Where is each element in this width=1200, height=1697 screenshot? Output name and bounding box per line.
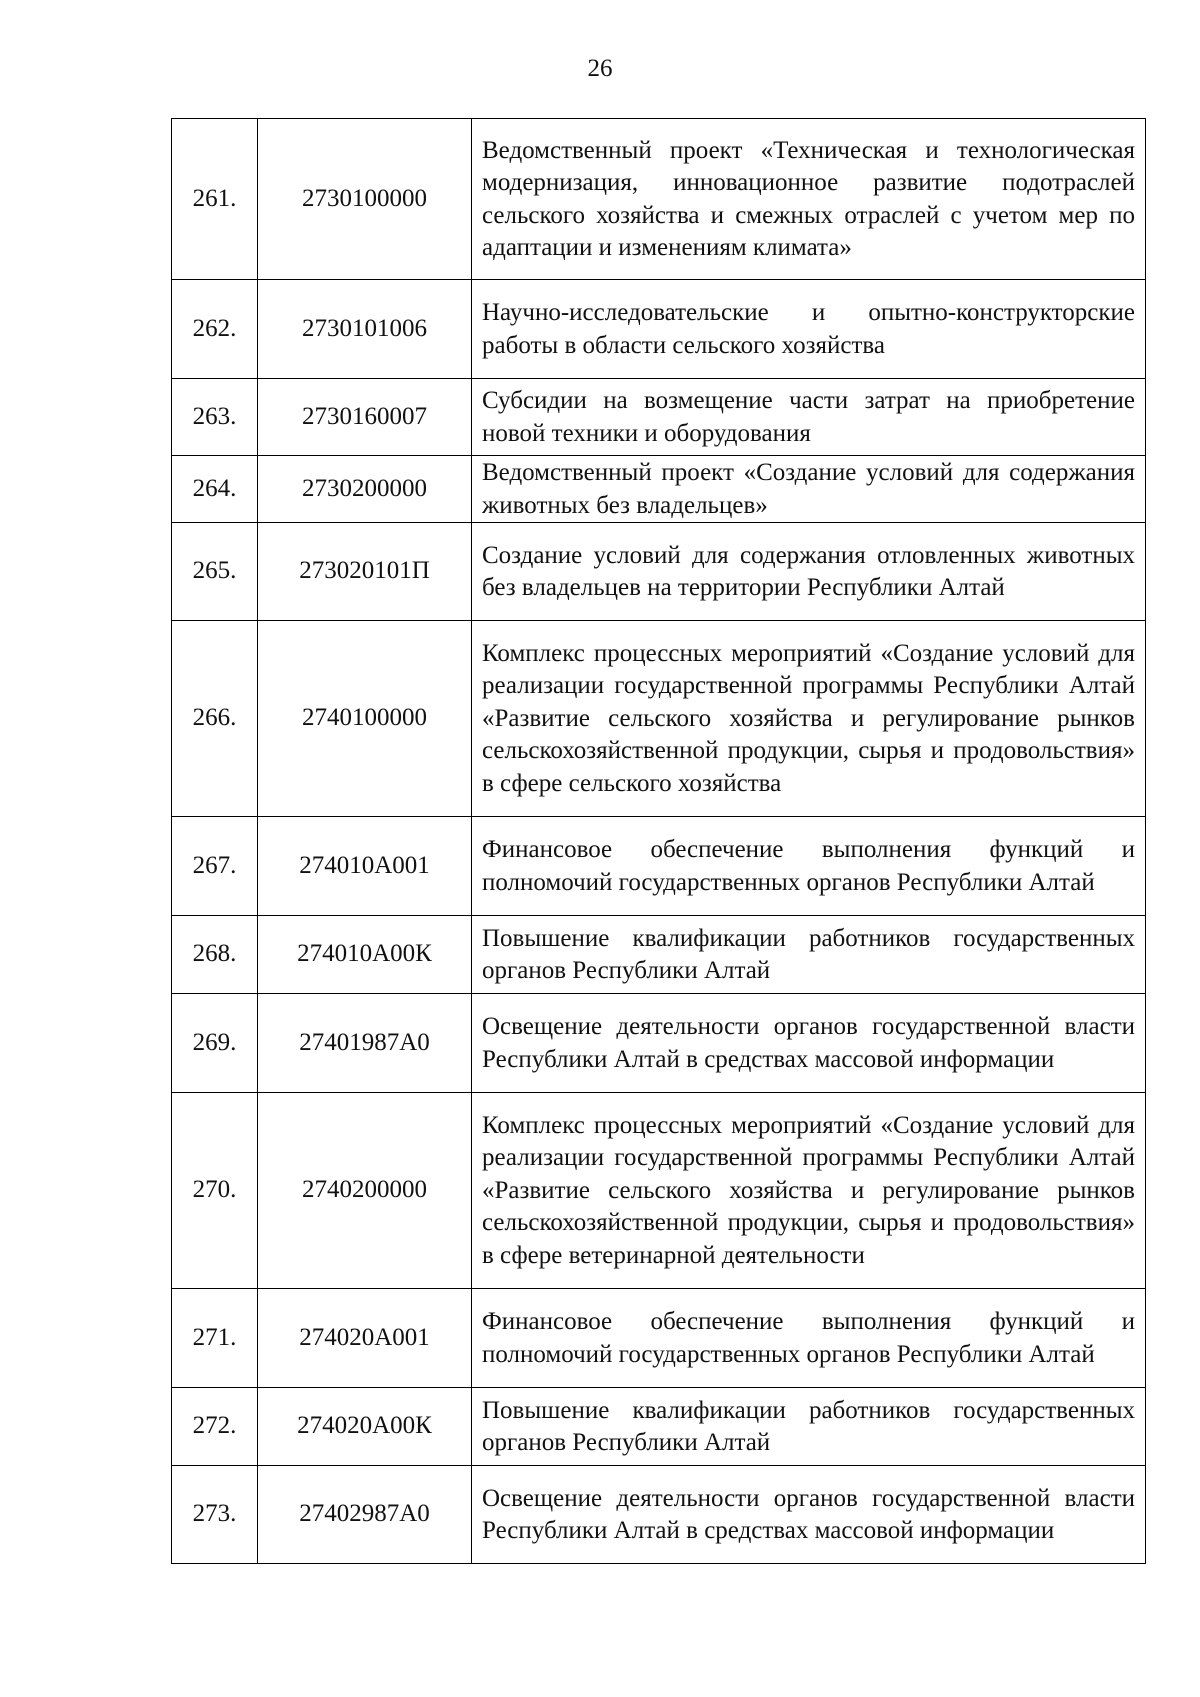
row-code: 274010А001 [258, 817, 472, 916]
row-name: Финансовое обеспечение выполнения функций и полномочий государственных органов Республики Алтай [472, 1289, 1146, 1388]
table-row [172, 994, 1146, 1093]
table-row [172, 119, 1146, 280]
row-number: 267. [172, 817, 258, 916]
table-row [172, 916, 1146, 994]
row-code: 274020А001 [258, 1289, 472, 1388]
page-number: 26 [587, 55, 613, 82]
row-number: 268. [172, 916, 258, 994]
row-code: 274020А00К [258, 1388, 472, 1466]
row-number: 262. [172, 280, 258, 379]
table-row [172, 1466, 1146, 1564]
row-code: 2730101006 [258, 280, 472, 379]
row-name: Субсидии на возмещение части затрат на приобретение новой техники и оборудования [472, 379, 1146, 456]
row-name: Повышение квалификации работников государственных органов Республики Алтай [472, 916, 1146, 994]
row-number: 264. [172, 456, 258, 523]
row-code: 2730160007 [258, 379, 472, 456]
row-name: Комплекс процессных мероприятий «Создание условий для реализации государственной программы Республики Алтай «Развитие сельского хозяйства и регулирование рынков сельскохозяйственной продукции, сырья и продовольствия» в сфере ветеринарной деятельности [472, 1093, 1146, 1289]
table-row [172, 523, 1146, 621]
row-name: Научно-исследовательские и опытно-конструкторские работы в области сельского хозяйства [472, 280, 1146, 379]
row-number: 265. [172, 523, 258, 621]
row-number: 273. [172, 1466, 258, 1564]
table-row [172, 1388, 1146, 1466]
row-code: 2740200000 [258, 1093, 472, 1289]
row-code: 2740100000 [258, 621, 472, 817]
table-row [172, 621, 1146, 817]
row-name: Ведомственный проект «Техническая и технологическая модернизация, инновационное развитие подотраслей сельского хозяйства и смежных отраслей с учетом мер по адаптации и изменениям климата» [472, 119, 1146, 280]
table-row [172, 817, 1146, 916]
row-name: Повышение квалификации работников государственных органов Республики Алтай [472, 1388, 1146, 1466]
row-name: Освещение деятельности органов государственной власти Республики Алтай в средствах массовой информации [472, 1466, 1146, 1564]
row-code: 2730200000 [258, 456, 472, 523]
row-number: 263. [172, 379, 258, 456]
table-row [172, 379, 1146, 456]
row-name: Освещение деятельности органов государственной власти Республики Алтай в средствах массовой информации [472, 994, 1146, 1093]
table-row [172, 280, 1146, 379]
row-number: 269. [172, 994, 258, 1093]
row-number: 271. [172, 1289, 258, 1388]
table-row [172, 1289, 1146, 1388]
table-row [172, 1093, 1146, 1289]
row-code: 27401987А0 [258, 994, 472, 1093]
table-row [172, 456, 1146, 523]
row-name: Создание условий для содержания отловленных животных без владельцев на территории Республики Алтай [472, 523, 1146, 621]
row-code: 27402987А0 [258, 1466, 472, 1564]
row-code: 274010А00К [258, 916, 472, 994]
row-number: 266. [172, 621, 258, 817]
row-name: Ведомственный проект «Создание условий для содержания животных без владельцев» [472, 456, 1146, 523]
row-name: Финансовое обеспечение выполнения функций и полномочий государственных органов Республики Алтай [472, 817, 1146, 916]
row-name: Комплекс процессных мероприятий «Создание условий для реализации государственной программы Республики Алтай «Развитие сельского хозяйства и регулирование рынков сельскохозяйственной продукции, сырья и продовольствия» в сфере сельского хозяйства [472, 621, 1146, 817]
row-number: 261. [172, 119, 258, 280]
row-number: 272. [172, 1388, 258, 1466]
budget-codes-table [171, 118, 1146, 1564]
row-code: 273020101П [258, 523, 472, 621]
row-code: 2730100000 [258, 119, 472, 280]
row-number: 270. [172, 1093, 258, 1289]
